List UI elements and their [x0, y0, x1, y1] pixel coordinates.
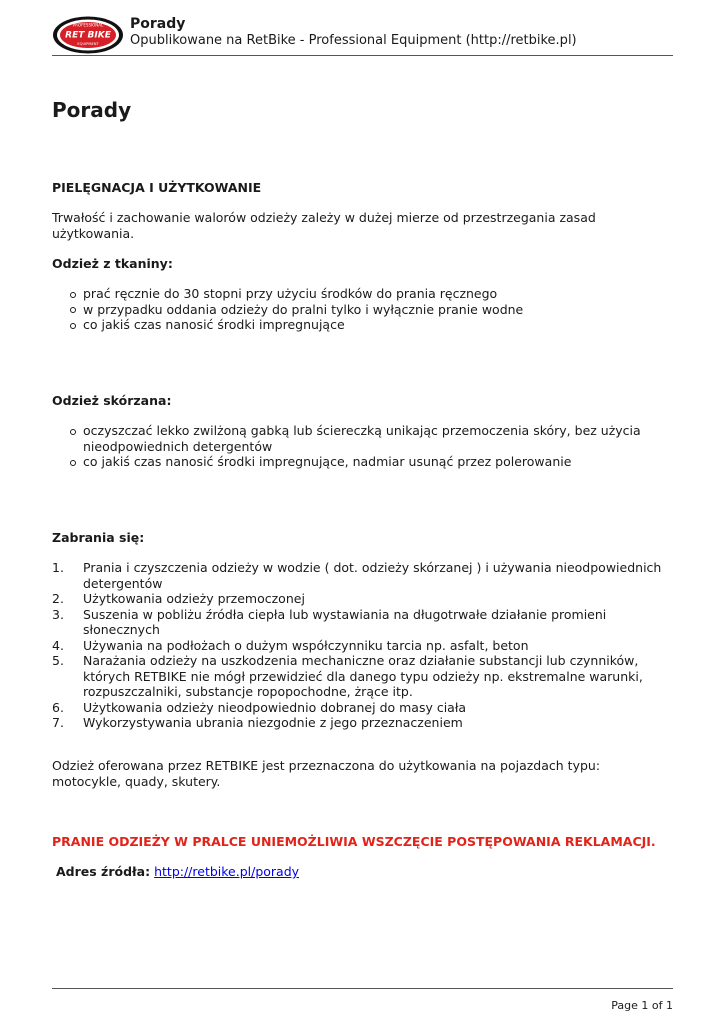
source-label: Adres źródła:	[56, 864, 151, 879]
page-header	[52, 12, 673, 54]
bullet-icon	[70, 307, 76, 313]
list-item: co jakiś czas nanosić środki impregnujące	[83, 317, 673, 333]
usage-note: Odzież oferowana przez RETBIKE jest przeznaczona do użytkowania na pojazdach typu: motocykle, quady, skutery.	[52, 758, 601, 789]
list-item: co jakiś czas nanosić środki impregnujące, nadmiar usunąć przez polerowanie	[83, 454, 673, 470]
bullet-icon	[70, 323, 76, 329]
logo-top-text: PROFESSIONAL	[72, 22, 104, 28]
retbike-logo	[52, 15, 124, 55]
fabric-heading: Odzież z tkaniny:	[52, 256, 173, 271]
header-title: Porady	[130, 16, 186, 32]
bullet-icon	[70, 292, 76, 298]
header-subtitle: Opublikowane na RetBike - Professional Equipment (http://retbike.pl)	[130, 33, 577, 48]
intro-paragraph: Trwałość i zachowanie walorów odzieży zależy w dużej mierze od przestrzegania zasad użytkowania.	[52, 210, 596, 241]
list-item: w przypadku oddania odzieży do pralni tylko i wyłącznie pranie wodne	[83, 302, 673, 318]
bullet-icon	[70, 460, 76, 466]
fabric-list	[52, 286, 673, 333]
list-item: prać ręcznie do 30 stopni przy użyciu środków do prania ręcznego	[83, 286, 673, 302]
list-item: 5. Narażania odzieży na uszkodzenia mechaniczne oraz działanie substancji lub czynników, których RETBIKE nie mógł przewidzieć dla danego typu odzieży np. ekstremalne warunki, rozpuszczalniki, substancje ropopochodne, żrące itp.	[52, 653, 643, 699]
source-link[interactable]: http://retbike.pl/porady	[154, 864, 300, 879]
list-item: oczyszczać lekko zwilżoną gabką lub ściereczką unikając przemoczenia skóry, bez użycia nieodpowiednich detergentów	[83, 423, 673, 454]
forbidden-heading: Zabrania się:	[52, 530, 145, 545]
logo-main-text: RET BIKE	[65, 30, 111, 41]
list-item: 1. Prania i czyszczenia odzieży w wodzie ( dot. odzieży skórzanej ) i używania nieodpowiednich detergentów	[52, 560, 662, 591]
forbidden-list	[52, 560, 673, 731]
page-title: Porady	[52, 98, 132, 122]
list-item: 6. Użytkowania odzieży nieodpowiednio dobranej do masy ciała	[52, 699, 467, 715]
leather-list	[52, 423, 673, 470]
header-divider	[52, 55, 673, 56]
section-heading: PIELĘGNACJA I UŻYTKOWANIE	[52, 180, 262, 195]
list-item: 2. Użytkowania odzieży przemoczonej	[52, 591, 305, 606]
warning-notice: PRANIE ODZIEŻY W PRALCE UNIEMOŻLIWIA WSZCZĘCIE POSTĘPOWANIA REKLAMACJI.	[52, 834, 656, 849]
leather-heading: Odzież skórzana:	[52, 393, 172, 408]
bullet-icon	[70, 429, 76, 435]
logo-bottom-text: EQUIPMENT	[77, 42, 99, 46]
list-item: 3. Suszenia w pobliżu źródła ciepła lub wystawiania na długotrwałe działanie promieni słonecznych	[52, 606, 607, 637]
list-item: 4. Używania na podłożach o dużym współczynniku tarcia np. asfalt, beton	[52, 637, 529, 653]
list-item: 7. Wykorzystywania ubrania niezgodnie z jego przeznaczeniem	[52, 715, 463, 730]
source-address	[52, 864, 677, 880]
page-number: Page 1 of 1	[611, 999, 673, 1012]
footer-divider	[52, 988, 673, 989]
